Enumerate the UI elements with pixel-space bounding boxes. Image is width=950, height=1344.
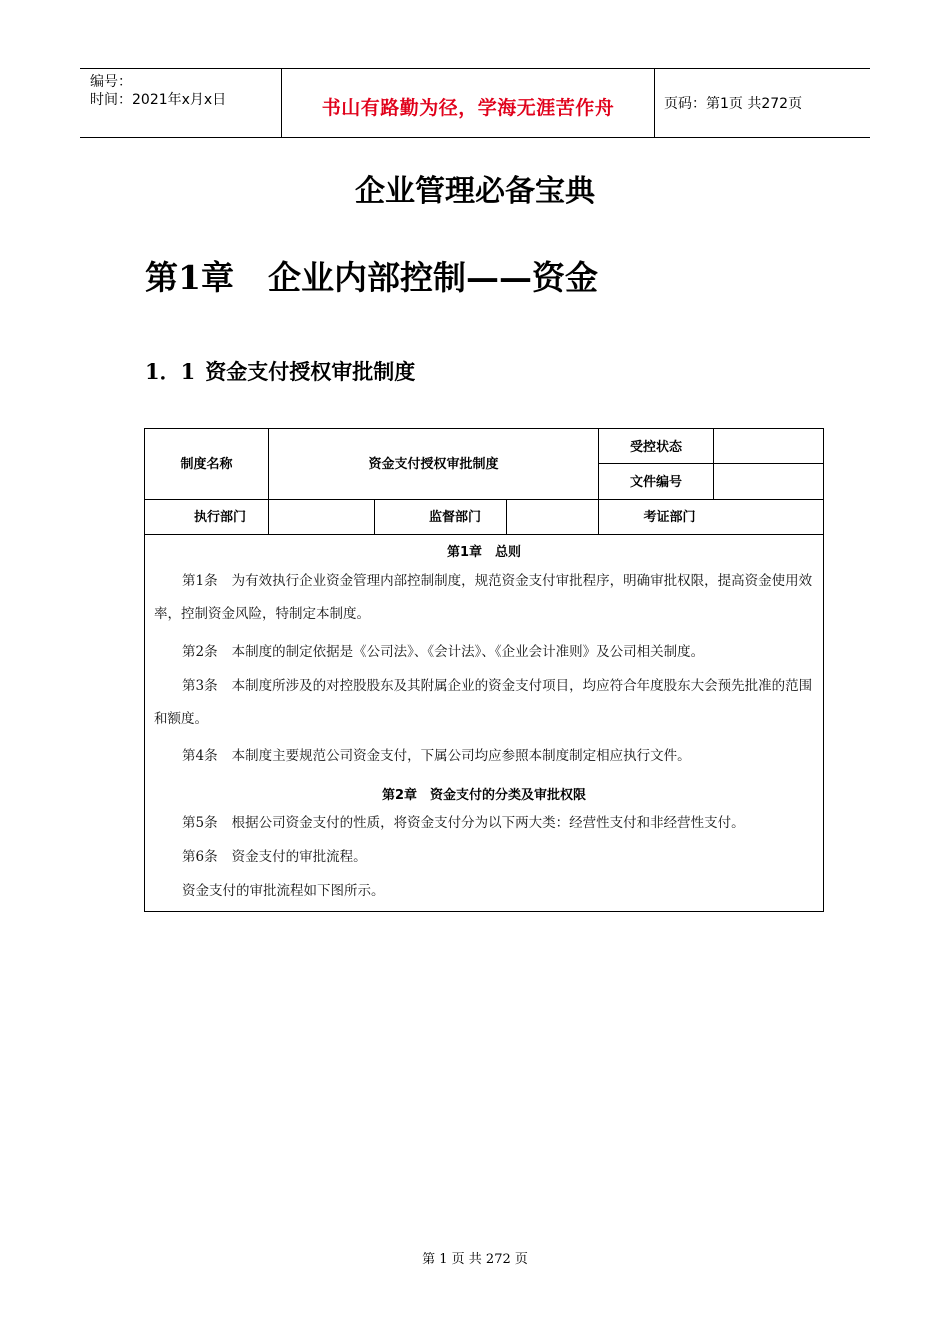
header-motto-cell	[281, 69, 655, 137]
article-5	[154, 807, 818, 840]
article-text: 根据公司资金支付的性质，将资金支付分为以下两大类：经营性支付和非经营性支付。	[231, 815, 745, 831]
regulation-table	[144, 428, 824, 912]
system-name-value: 资金支付授权审批制度	[368, 457, 499, 472]
article-2	[154, 636, 818, 669]
article-number: 第6条	[182, 849, 218, 865]
table-divider	[145, 499, 823, 500]
time-label: 时间：2021年x月x日	[90, 92, 227, 108]
article-4	[154, 740, 818, 773]
document-header	[80, 68, 870, 138]
control-status-label: 受控状态	[629, 440, 682, 455]
chapter-number: 第1章	[145, 258, 234, 297]
exec-dept-label: 执行部门	[193, 510, 246, 525]
supervise-dept-label: 监督部门	[428, 510, 481, 525]
table-divider	[598, 463, 823, 464]
table-divider	[374, 499, 375, 534]
verify-dept-label: 考证部门	[643, 510, 696, 525]
article-number: 第2条	[182, 644, 218, 660]
number-label: 编号：	[90, 74, 132, 90]
article-1	[154, 565, 818, 631]
section-title: 资金支付授权审批制度	[205, 359, 416, 384]
article-number: 第5条	[182, 815, 218, 831]
doc-no-label: 文件编号	[629, 475, 682, 490]
flow-note: 资金支付的审批流程如下图所示。	[182, 883, 385, 899]
header-page-cell	[655, 69, 870, 137]
article-text: 本制度所涉及的对控股股东及其附属企业的资金支付项目，均应符合年度股东大会预先批准的范围和额度。	[154, 678, 813, 727]
article-number: 第4条	[182, 748, 218, 764]
table-divider	[145, 534, 823, 535]
chapter-1-heading: 第1章 总则	[446, 545, 522, 560]
article-text: 本制度的制定依据是《公司法》、《会计法》、《企业会计准则》及公司相关制度。	[231, 644, 705, 660]
motto-text: 书山有路勤为径，学海无涯苦作舟	[321, 97, 615, 119]
article-text: 为有效执行企业资金管理内部控制制度，规范资金支付审批程序，明确审批权限，提高资金使用效率，控制资金风险，特制定本制度。	[154, 573, 813, 622]
article-text: 资金支付的审批流程。	[231, 849, 367, 865]
article-text: 本制度主要规范公司资金支付，下属公司均应参照本制度制定相应执行文件。	[231, 748, 691, 764]
article-number: 第1条	[182, 573, 218, 589]
article-6	[154, 841, 818, 874]
system-name-label: 制度名称	[180, 457, 233, 472]
page-label: 页码：第1页 共272页	[664, 96, 803, 112]
section-number: 1．1	[145, 359, 196, 384]
table-divider	[713, 429, 714, 499]
article-number: 第3条	[182, 678, 218, 694]
header-meta-cell	[80, 69, 280, 137]
book-title: 企业管理必备宝典	[355, 174, 595, 209]
chapter-2-heading: 第2章 资金支付的分类及审批权限	[381, 788, 587, 803]
page-footer: 第 1 页 共 272 页	[422, 1252, 528, 1267]
section-heading	[145, 356, 415, 386]
chapter-heading	[145, 252, 598, 299]
chapter-title: 企业内部控制——资金	[267, 258, 598, 297]
article-3	[154, 670, 818, 736]
